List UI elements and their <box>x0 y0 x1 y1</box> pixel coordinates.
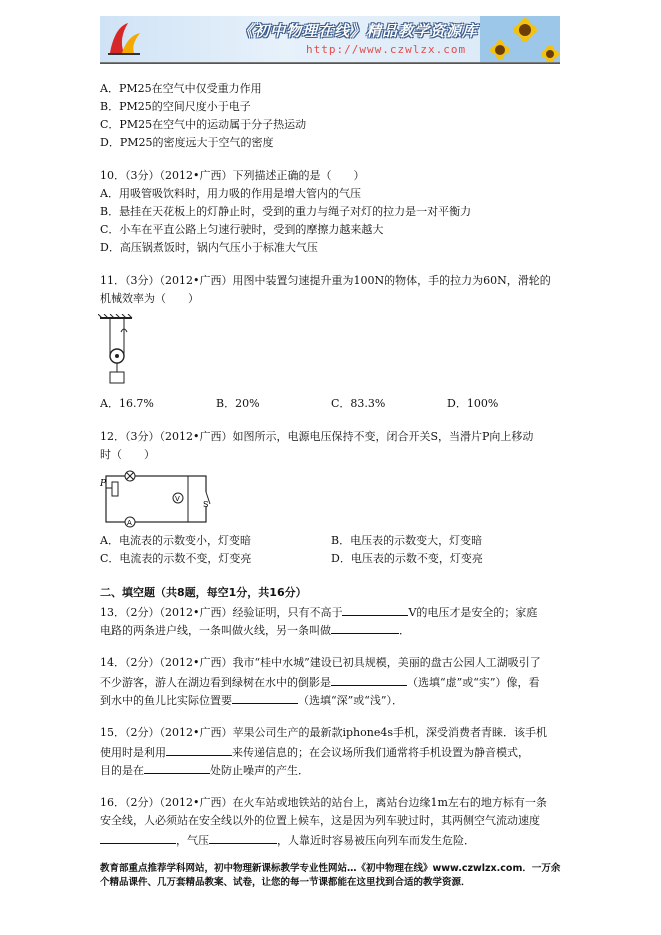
q14-text-2b: （选填“虚”或“实”）像，看 <box>407 676 540 689</box>
q9-option-d: D．PM25的密度远大于空气的密度 <box>100 136 274 149</box>
circuit-label-s: S <box>203 500 209 509</box>
q9-option-a: A．PM25在空气中仅受重力作用 <box>100 82 262 95</box>
q15-line1: 15．（2分）（2012•广西）苹果公司生产的最新款iphone4s手机，深受消费者青睐．该手机 <box>100 726 547 739</box>
q16-text-3b: ，气压 <box>176 834 209 847</box>
q13-blank-2[interactable] <box>331 622 399 634</box>
header-banner <box>100 16 560 63</box>
site-logo-icon <box>104 19 144 59</box>
sunflower-icon <box>480 16 560 62</box>
q10-option-a: A．用吸管吸饮料时，用力吸的作用是增大管内的气压 <box>100 187 361 200</box>
q16-line2: 安全线，人必须站在安全线以外的位置上候车，这是因为列车驶过时，其两侧空气流动速度 <box>100 814 540 827</box>
q12-option-b: B．电压表的示数变大，灯变暗 <box>331 534 483 547</box>
circuit-label-p: P <box>100 479 107 489</box>
q15-line3 <box>100 762 309 778</box>
footer-line1: 教育部重点推荐学科网站，初中物理新课标教学专业性网站…《初中物理在线》www.czwlzx.com．一万余 <box>100 863 561 874</box>
q14-text-3a: 到水中的鱼儿比实际位置要 <box>100 694 232 707</box>
q12-option-c: C．电流表的示数不变，灯变亮 <box>100 552 252 565</box>
q14-blank-2[interactable] <box>232 692 298 704</box>
q16-line3 <box>100 832 475 848</box>
header-url[interactable]: http://www.czwlzx.com <box>306 43 467 56</box>
q15-text-2a: 使用时是利用 <box>100 746 166 759</box>
q10-option-b: B．悬挂在天花板上的灯静止时，受到的重力与绳子对灯的拉力是一对平衡力 <box>100 205 472 218</box>
q10-option-c: C．小车在平直公路上匀速行驶时，受到的摩擦力越来越大 <box>100 223 384 236</box>
q12-stem-line2: 时（ ） <box>100 448 155 461</box>
q15-text-3b: 处防止噪声的产生． <box>210 764 309 777</box>
q13-text-2b: ． <box>399 624 410 637</box>
q12-option-a: A．电流表的示数变小，灯变暗 <box>100 534 251 547</box>
q13-line2 <box>100 622 410 638</box>
q11-option-b: B．20% <box>216 397 260 410</box>
circuit-diagram <box>100 470 220 530</box>
footer-line2: 个精品课件、几万套精品教案、试卷，让您的每一节课都能在这里找到合适的教学资源． <box>100 877 471 888</box>
q16-blank-2[interactable] <box>209 832 277 844</box>
pulley-diagram <box>98 314 138 386</box>
q14-line1: 14．（2分）（2012•广西）我市“桂中水城”建设已初具规模，美丽的盘古公园人工湖吸引了 <box>100 656 541 669</box>
q15-blank-1[interactable] <box>166 744 232 756</box>
q9-option-b: B．PM25的空间尺度小于电子 <box>100 100 251 113</box>
q13-blank-1[interactable] <box>342 604 408 616</box>
header-divider <box>100 63 560 64</box>
q14-line3 <box>100 692 403 708</box>
q14-text-3b: （选填“深”或“浅”）． <box>298 694 403 707</box>
circuit-label-v: V <box>175 495 180 503</box>
q9-option-c: C．PM25在空气中的运动属于分子热运动 <box>100 118 307 131</box>
q13-line1 <box>100 604 537 620</box>
q14-blank-1[interactable] <box>331 674 407 686</box>
q15-text-2b: 来传递信息的；在会议场所我们通常将手机设置为静音模式， <box>232 746 529 759</box>
q16-line1: 16．（2分）（2012•广西）在火车站或地铁站的站台上，离站台边缘1m左右的地方标有一条 <box>100 796 547 809</box>
q16-text-3c: ，人靠近时容易被压向列车而发生危险． <box>277 834 475 847</box>
q11-stem-line1: 11．（3分）（2012•广西）用图中装置匀速提升重为100N的物体，手的拉力为60N，滑轮的 <box>100 274 551 287</box>
circuit-label-a: A <box>127 519 132 527</box>
q11-option-a: A．16.7% <box>100 397 154 410</box>
q15-blank-2[interactable] <box>144 762 210 774</box>
q13-text-2a: 电路的两条进户线，一条叫做火线，另一条叫做 <box>100 624 331 637</box>
q15-line2 <box>100 744 529 760</box>
header-title: 《初中物理在线》精品教学资源库 <box>238 22 479 40</box>
q12-stem-line1: 12．（3分）（2012•广西）如图所示，电源电压保持不变，闭合开关S，当滑片P向上移动 <box>100 430 534 443</box>
q14-text-2a: 不少游客，游人在湖边看到绿树在水中的倒影是 <box>100 676 331 689</box>
q11-option-d: D．100% <box>447 397 499 410</box>
q13-text-1b: V的电压才是安全的；家庭 <box>408 606 538 619</box>
q10-option-d: D．高压锅煮饭时，锅内气压小于标准大气压 <box>100 241 318 254</box>
q11-option-c: C．83.3% <box>331 397 386 410</box>
q13-text-1a: 13．（2分）（2012•广西）经验证明，只有不高于 <box>100 606 343 619</box>
section-title-fill-in: 二、填空题（共8题，每空1分，共16分） <box>100 586 307 599</box>
q11-stem-line2: 机械效率为（ ） <box>100 292 199 305</box>
q16-blank-1[interactable] <box>100 832 176 844</box>
q14-line2 <box>100 674 540 690</box>
q10-stem: 10．（3分）（2012•广西）下列描述正确的是（ ） <box>100 169 365 182</box>
q12-option-d: D．电压表的示数不变，灯变亮 <box>331 552 483 565</box>
q15-text-3a: 目的是在 <box>100 764 144 777</box>
